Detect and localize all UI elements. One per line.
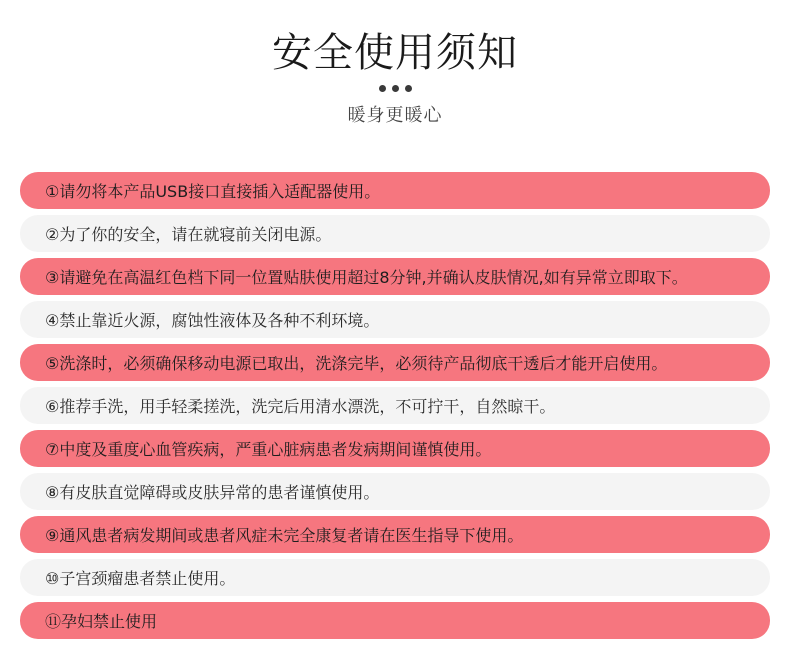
page-title: 安全使用须知: [272, 30, 518, 76]
notice-text: ①请勿将本产品USB接口直接插入适配器使用。: [45, 182, 381, 201]
notice-text: ②为了你的安全，请在就寝前关闭电源。: [45, 225, 332, 244]
notice-item-5: [20, 344, 770, 381]
dot-icon: [379, 85, 386, 92]
notice-text: ⑩子宫颈瘤患者禁止使用。: [45, 569, 236, 588]
notice-item-3: [20, 258, 770, 295]
page-subtitle: 暖身更暖心: [347, 105, 443, 126]
dot-icon: [392, 85, 399, 92]
notice-text: ⑨通风患者病发期间或患者风症未完全康复者请在医生指导下使用。: [45, 526, 524, 545]
notice-text: ④禁止靠近火源，腐蚀性液体及各种不利环境。: [45, 311, 380, 330]
notice-text: ⑪孕妇禁止使用: [45, 612, 158, 631]
notice-item-9: [20, 516, 770, 553]
notice-text: ⑦中度及重度心血管疾病，严重心脏病患者发病期间谨慎使用。: [45, 440, 492, 459]
notice-item-1: [20, 172, 770, 209]
notice-item-10: [20, 559, 770, 596]
notice-text: ⑤洗涤时，必须确保移动电源已取出，洗涤完毕，必须待产品彻底干透后才能开启使用。: [45, 354, 668, 373]
dot-icon: [405, 85, 412, 92]
notice-text: ⑥推荐手洗，用手轻柔搓洗，洗完后用清水漂洗，不可拧干，自然晾干。: [45, 397, 556, 416]
notice-list: [20, 172, 770, 645]
notice-item-8: [20, 473, 770, 510]
notice-item-2: [20, 215, 770, 252]
notice-item-7: [20, 430, 770, 467]
header: [0, 0, 790, 150]
notice-item-6: [20, 387, 770, 424]
notice-item-4: [20, 301, 770, 338]
notice-text: ③请避免在高温红色档下同一位置贴肤使用超过8分钟,并确认皮肤情况,如有异常立即取下。: [45, 268, 688, 287]
decorative-dots: [0, 85, 790, 95]
notice-text: ⑧有皮肤直觉障碍或皮肤异常的患者谨慎使用。: [45, 483, 380, 502]
notice-item-11: [20, 602, 770, 639]
